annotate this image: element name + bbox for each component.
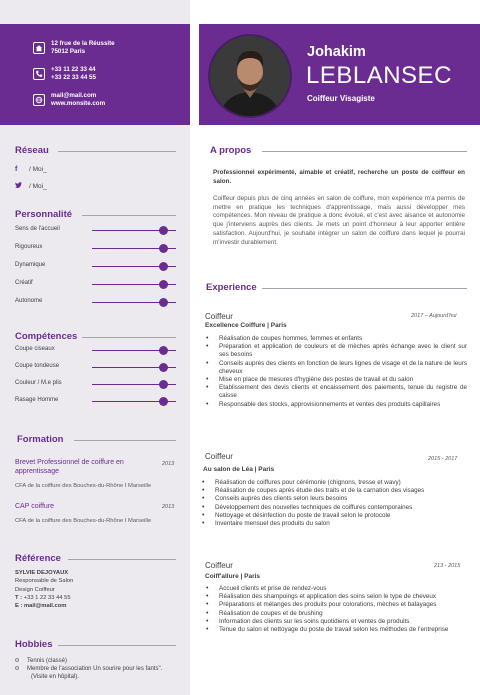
formation-title: Formation <box>17 434 64 445</box>
hobby-item: Tennis (classé) <box>15 657 67 665</box>
list-item: • Réalisation de coiffures pour cérémonie (chignons, tresse et wavy) <box>201 479 463 487</box>
first-name: Johakim <box>307 44 366 60</box>
skill-label: Créatif <box>15 280 33 286</box>
email-link[interactable]: mail@mail.com <box>51 92 97 99</box>
hobbies-title: Hobbies <box>15 639 53 650</box>
formation-2-date: 2013 <box>162 504 175 510</box>
facebook-icon: f <box>15 166 18 173</box>
job-3-date: 213 - 2015 <box>434 563 461 569</box>
divider <box>262 288 467 289</box>
skill-label: Sens de l'accueil <box>15 226 60 232</box>
list-item: • Nettoyage et désinfection du poste de travail selon le protocole <box>201 512 463 520</box>
divider <box>82 215 176 216</box>
list-item: • Tenue du salon et nettoyage du poste de travail selon les méthodes de l'entreprise <box>205 626 467 634</box>
divider <box>82 337 176 338</box>
about-text: Coiffeur depuis plus de cinq années en salon de coiffure, mon expérience m'a permis de mettre en pratique les techniques d'apprentissage, mais aussi développer mes compétences. Mon niveau de pratique a donc évolué, et c'est avec aisance et autonomie que j'interviens auprès des clients. Je mets un point d'honneur à leur apporter entière satisfaction. Aujourd'hui, je souhaite intégrer un salon de coiffure dans lequel je pourrai m'investir durablement. <box>213 195 465 246</box>
divider <box>58 151 176 152</box>
list-item: • Réalisation de coupes et de brushing <box>205 610 467 618</box>
formation-2-school: CFA de la coiffure des Bouches-du-Rhône I Marseille <box>15 518 152 524</box>
skill-level-dot <box>159 397 168 406</box>
formation-1-school: CFA de la coiffure des Bouches-du-Rhône I Marseille <box>15 483 152 489</box>
skill-label: Couleur / M.e plis <box>15 380 62 386</box>
phone-icon <box>33 68 45 80</box>
social-twitter[interactable]: / Moi_ <box>15 182 47 190</box>
list-item: • Réalisation de coupes après étude des traits et de la carnation des visages <box>201 487 463 495</box>
skill-label: Dynamique <box>15 262 46 268</box>
skill-label: Autonome <box>15 298 43 304</box>
skill-level-dot <box>159 226 168 235</box>
address-line2: 75012 Paris <box>51 48 86 55</box>
job-1-company: Excellence Coiffure | Paris <box>205 322 287 329</box>
divider <box>74 440 176 441</box>
phone-2[interactable]: +33 22 33 44 55 <box>51 74 96 81</box>
job-3-tasks <box>205 585 467 634</box>
job-1-title: Coiffeur <box>205 312 233 321</box>
skill-level-dot <box>159 298 168 307</box>
job-2-company: Au salon de Léa | Paris <box>203 466 275 473</box>
web-row <box>33 92 105 108</box>
profile-photo <box>208 34 292 118</box>
skill-label: Coupe ciseaux <box>15 346 55 352</box>
list-item: • Préparations et mélanges des produits pour colorations, mèches et balayages <box>205 601 467 609</box>
list-item: • Conseils auprès des clients en fonction de leurs lignes de visage et de la nature de leurs cheveux <box>205 360 467 376</box>
skill-level-dot <box>159 280 168 289</box>
skill-level-dot <box>159 380 168 389</box>
contact-header <box>0 24 190 125</box>
skill-level-dot <box>159 363 168 372</box>
reference-block <box>15 569 73 610</box>
divider <box>262 151 467 152</box>
phone-1[interactable]: +33 11 22 33 44 <box>51 66 96 73</box>
skill-label: Rigoureux <box>15 244 43 250</box>
reference-role: Responsable de Salon <box>15 578 74 585</box>
reference-phone: T : +33 1 22 33 44 55 <box>15 594 71 601</box>
phone-row <box>33 66 96 82</box>
experience-title: Experience <box>206 282 257 293</box>
list-item: • Réalisation de coupes hommes, femmes et enfants <box>205 335 467 343</box>
social-facebook[interactable]: f / Moi_ <box>15 166 47 173</box>
personnalite-title: Personnalité <box>15 209 73 220</box>
list-item: • Réalisation des shampoings et application des soins selon le type de cheveux <box>205 593 467 601</box>
job-2-date: 2015 - 2017 <box>428 456 458 462</box>
formation-1-title: Brevet Professionnel de coiffure en apprentissage <box>15 459 124 475</box>
list-item: • Développement des nouvelles techniques de coiffures contemporaines <box>201 504 463 512</box>
about-summary: Professionnel expérimenté, aimable et créatif, recherche un poste de coiffeur en salon. <box>213 169 465 185</box>
list-item: • Préparation et application de couleurs et de mèches après échange avec le client sur ses besoins <box>205 343 467 359</box>
formation-1-date: 2013 <box>162 461 175 467</box>
competences-title: Compétences <box>15 331 78 342</box>
reference-title: Référence <box>15 553 61 564</box>
last-name: LEBLANSEC <box>306 62 452 89</box>
list-item: • Mise en place de mesures d'hygiène des postes de travail et du salon <box>205 376 467 384</box>
divider <box>68 559 176 560</box>
list-item: • Information des clients sur les soins quotidiens et ventes de produits <box>205 618 467 626</box>
job-1-tasks <box>205 335 467 409</box>
apropos-title: A propos <box>210 145 252 156</box>
home-icon <box>33 42 45 54</box>
job-1-date: 2017 – Aujourd'hui <box>411 313 457 319</box>
list-item: • Inventaire mensuel des produits du salon <box>201 520 463 528</box>
address-row <box>33 40 115 56</box>
website-link[interactable]: www.monsite.com <box>51 100 106 107</box>
skill-label: Rasage Homme <box>15 397 59 403</box>
reference-email[interactable]: E : mail@mail.com <box>15 603 67 610</box>
twitter-icon <box>15 182 29 190</box>
job-2-title: Coiffeur <box>205 452 233 461</box>
skill-level-dot <box>159 346 168 355</box>
globe-icon <box>33 94 45 106</box>
list-item: • Responsable des stocks, approvisionnements et ventes des produits capillaires <box>205 401 467 409</box>
job-2-tasks <box>201 479 463 528</box>
skill-level-dot <box>159 244 168 253</box>
job-3-company: Coiff'allure | Paris <box>205 573 261 580</box>
list-item: • Conseils auprès des clients selon leurs besoins <box>201 495 463 503</box>
job-3-title: Coiffeur <box>205 561 233 570</box>
list-item: • Etablissement des devis clients et encaissement des paiements, tenue du registre de caisse <box>205 384 467 400</box>
job-title: Coiffeur Visagiste <box>307 94 375 103</box>
divider <box>58 645 176 646</box>
hobby-item: Membre de l'association Un sourire pour les fants". (Visite en hôpital). <box>15 665 180 681</box>
list-item: • Accueil clients et prise de rendez-vous <box>205 585 467 593</box>
reseau-title: Réseau <box>15 145 49 156</box>
skill-level-dot <box>159 262 168 271</box>
address-line1: 12 frue de la Réussite <box>51 40 115 47</box>
formation-2-title: CAP coiffure <box>15 503 55 510</box>
reference-name: SYLVIE DEJOYAUX <box>15 570 69 576</box>
reference-company: Design Coiffeur <box>15 586 55 593</box>
skill-label: Coupe tondeuse <box>15 363 60 369</box>
